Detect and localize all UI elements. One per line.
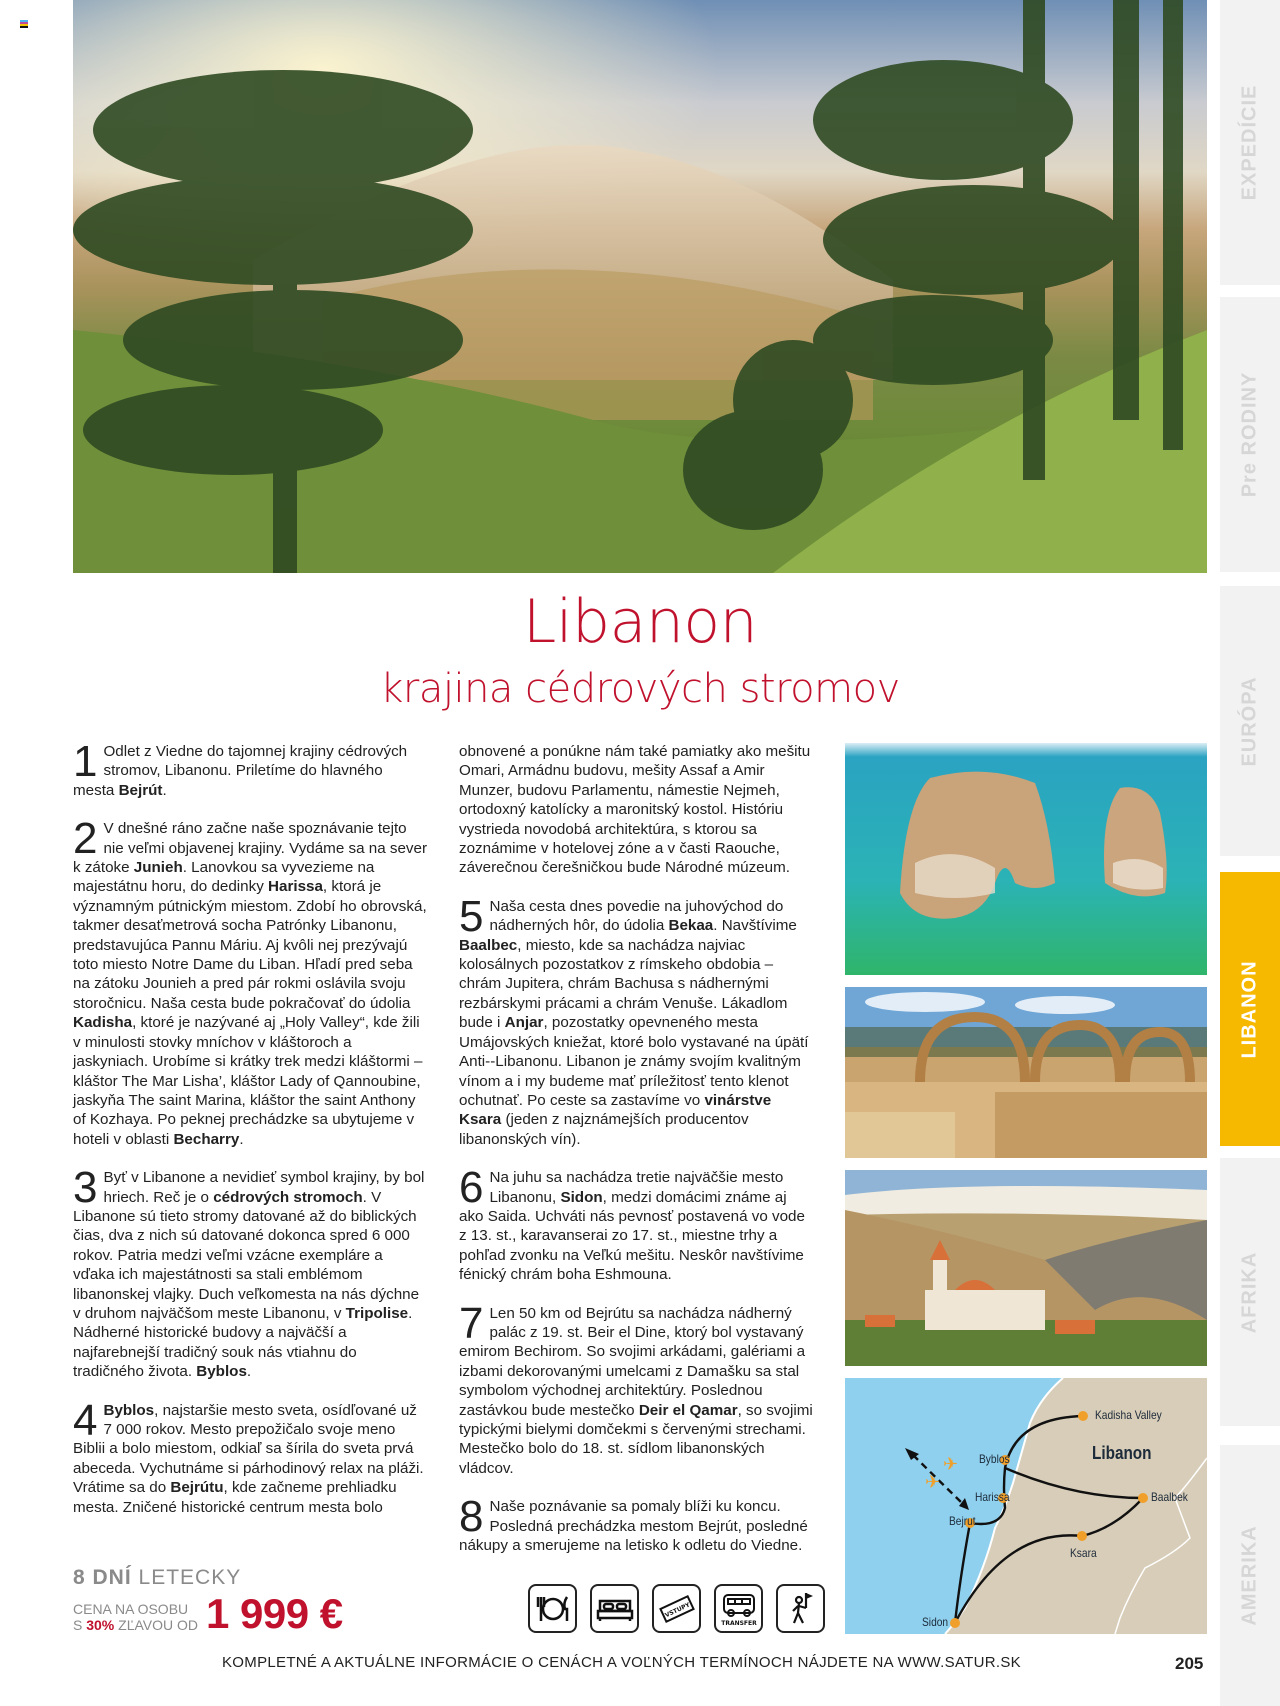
trip-duration: 8 DNÍ LETECKY [73, 1566, 242, 1589]
itinerary-day: 8 Naše poznávanie sa pomaly blíži ku koncu. Posledná prechádzka mestom Bejrút, posledné nákupy a smerujeme na letisko k odletu do Viedne. [459, 1492, 808, 1555]
highlighted-place: Bejrút [118, 781, 163, 799]
map-label-sidon: Sidon [922, 1615, 949, 1629]
map-country-label: Libanon [1092, 1443, 1152, 1463]
day-number: 8 [459, 1492, 484, 1542]
side-tab-label: EXPEDÍCIE [1238, 84, 1261, 201]
side-tab-label: AMERIKA [1238, 1525, 1261, 1626]
map-label-byblos: Byblos [979, 1452, 1010, 1466]
side-tab-label: Pre RODINY [1238, 371, 1261, 498]
footer-info-note: KOMPLETNÉ A AKTUÁLNE INFORMÁCIE O CENÁCH A VOĽNÝCH TERMÍNOCH NÁJDETE NA WWW.SATUR.SK [222, 1654, 1021, 1671]
svg-text:TRANSFER: TRANSFER [720, 1619, 757, 1627]
side-tab-europa[interactable] [1220, 586, 1280, 856]
pigeon-rocks-photo [845, 743, 1207, 975]
print-color-mark [20, 20, 28, 28]
day-number: 7 [459, 1298, 484, 1348]
bus-transfer-icon [714, 1584, 763, 1633]
map-label-ksara: Ksara [1070, 1546, 1097, 1560]
anjar-ruins-photo [845, 987, 1207, 1158]
highlighted-place: cédrových stromoch [213, 1188, 363, 1206]
itinerary-day: 5 Naša cesta dnes povedie na juhovýchod do nádherných hôr, do údolia Bekaa. Navštívime Baalbec, miesto, kde sa nachádza najviac kolosálnych pozostatkov z rímskeho obdobia – chrám Jupitera, chrám Bachusa s nádhernými rezbárskymi prácami a chrám Venuše. Lákadlom bude i Anjar, pozostatky opevneného mesta Umájovských kniežat, ktoré bolo vystavané na úpätí Anti--Libanonu. Libanon je známy svojím kvalitným vínom a i my budeme mať príležitosť tento klenot ochutnať. Po ceste sa zastavíme vo vinárstve Ksara (jeden z najznámejších producentov libanonských vín). [459, 891, 809, 1148]
highlighted-place: Bejrútu [170, 1479, 224, 1497]
map-label-kadisha-valley: Kadisha Valley [1095, 1408, 1162, 1422]
highlighted-place: Becharry [173, 1130, 240, 1148]
svg-text:VSTUPY: VSTUPY [663, 1601, 691, 1619]
included-services [528, 1584, 825, 1633]
highlighted-place: Deir el Qamar [638, 1401, 738, 1419]
side-tab-pre-rodiny[interactable] [1220, 297, 1280, 572]
highlighted-place: Baalbec [459, 936, 518, 954]
itinerary-day: 6 Na juhu sa nachádza tretie najväčšie mesto Libanonu, Sidon, medzi domácimi známe aj ako Saida. Uchváti nás pevnosť postavená vo vode z 13. st., karavanserai zo 17. st., miestne trhy a pohľad zvonku na Veľkú mešitu. Neskôr navštívime fénický chrám boha Eshmouna. [459, 1163, 805, 1284]
deir-el-qamar-village-photo [845, 1170, 1207, 1366]
side-tab-amerika[interactable] [1220, 1445, 1280, 1706]
itinerary-column-left [73, 737, 428, 1536]
day-number: 4 [73, 1395, 98, 1445]
itinerary-day: 2 V dnešné ráno začne naše spoznávanie tejto nie veľmi objavenej krajiny. Vydáme sa na sever k zátoke Junieh. Lanovkou sa vyvezieme na majestátnu horu, do dedinky Harissa, ktorá je významným pútnickým miestom. Zdobí ho obrovská, takmer desaťmetrová socha Patrónky Libanonu, predstavujúca Pannu Máriu. Aj kvôli nej prezývajú toto miesto Notre Dame du Liban. Hľadí pred seba na zátoku Jounieh a pred pár rokmi oslávila svoju storočnicu. Naša cesta bude pokračovať do údolia Kadisha, ktoré je nazývané aj „Holy Valley“, kde žili v minulosti stovky mníchov v kláštoroch a jaskyniach. Urobíme si krátky trek medzi kláštormi – kláštor The Mar Lisha’, kláštor Lady of Qannoubine, jaskyňa The saint Marina, kláštor the saint Anthony of Kozhaya. Po peknej prechádzke sa ubytujeme v hoteli v oblasti Becharry. [73, 814, 428, 1148]
tickets-icon [652, 1584, 701, 1633]
day-number: 5 [459, 891, 484, 941]
side-tab-expedicie[interactable] [1220, 0, 1280, 285]
page-subtitle: krajina cédrových stromov [380, 666, 900, 712]
price-label: CENA NA OSOBU S 30% ZĽAVOU OD [73, 1601, 199, 1633]
itinerary-column-right [459, 742, 814, 1574]
hero-photo-cedar-forest [73, 0, 1207, 573]
meals-icon [528, 1584, 577, 1633]
day-number: 2 [73, 814, 98, 864]
map-label-bejrut: Bejrut [949, 1514, 976, 1528]
price-value: 1 999 € [206, 1590, 343, 1637]
itinerary-day-continued: obnovené a ponúkne nám také pamiatky ako mešitu Omari, Armádnu budovu, mešity Assaf a Amir Munzer, budovu Parlamentu, námestie Nejmeh, ortodoxný katolícky a maronitský kostol. Históriu vystrieda novodobá architektúra, s ktorou sa zoznámime v hotelovej zóne a v časti Raouche, záverečnou čerešničkou bude Národné múzeum. [459, 743, 811, 877]
side-tab-libanon[interactable] [1220, 872, 1280, 1146]
day-number: 6 [459, 1163, 484, 1213]
map-label-baalbek: Baalbek [1151, 1490, 1188, 1504]
itinerary-day: 4 Byblos, najstaršie mesto sveta, osídľované už 7 000 rokov. Mesto prepožičalo svoje meno Biblii a bolo miestom, odkiaľ sa šírila do sveta prvá abeceda. Vychutnáme si párhodinový relax na pláži. Vrátime sa do Bejrútu, kde začneme prehliadku mesta. Zničené historické centrum mesta bolo [73, 1395, 424, 1516]
map-label-harissa: Harissa [975, 1490, 1010, 1504]
side-tab-label: LIBANON [1238, 959, 1261, 1059]
side-tab-label: EURÓPA [1238, 675, 1261, 767]
highlighted-place: Harissa [268, 878, 323, 896]
itinerary-day: 3 Byť v Libanone a nevidieť symbol krajiny, by bol hriech. Reč je o cédrových stromoch. V Libanone sú tieto stromy datované až do biblických čias, dva z nich sú datované dokonca spred 6 000 rokov. Patria medzi veľmi vzácne exempláre a vďaka ich majestátnosti sa stali emblémom libanonskej vlajky. Duch veľkomesta na nás dýchne v druhom najväčšom meste Libanonu, v Tripolise. Nádherné historické budovy a najväčší a najfarebnejší tradičný souk nás vtiahnu do tradičného života. Byblos. [73, 1163, 425, 1381]
day-number: 1 [73, 737, 98, 786]
highlighted-place: Kadisha [73, 1014, 133, 1032]
highlighted-place: Tripolise [345, 1304, 409, 1322]
svg-text:✈: ✈ [943, 1454, 959, 1475]
side-tab-label: AFRIKA [1238, 1251, 1261, 1333]
bed-icon [590, 1584, 639, 1633]
day-number: 3 [73, 1163, 98, 1213]
svg-text:✈: ✈ [925, 1472, 941, 1493]
highlighted-place: vinárstve Ksara [459, 1091, 772, 1129]
guide-icon [776, 1584, 825, 1633]
route-map [845, 1378, 1207, 1634]
highlighted-place: Sidon [560, 1188, 603, 1206]
page-title: Libanon [522, 587, 758, 657]
itinerary-day: 7 Len 50 km od Bejrútu sa nachádza nádherný palác z 19. st. Beir el Dine, ktorý bol vystavaný emirom Bechirom. So svojimi arkádami, galériami a izbami dekorovanými umelcami z Damašku sa stal symbolom východnej architektúry. Poslednou zastávkou bude mestečko Deir el Qamar, so svojimi typickými bielymi domčekmi s červenými strechami. Mestečko bolo do 18. st. sídlom libanonských vládcov. [459, 1298, 813, 1477]
page-number: 205 [1175, 1654, 1204, 1673]
highlighted-place: Bekaa [668, 917, 714, 935]
highlighted-place: Junieh [133, 859, 183, 877]
discount-percent: 30% [86, 1617, 115, 1633]
highlighted-place: Byblos [196, 1363, 247, 1381]
highlighted-place: Anjar [504, 1014, 544, 1032]
itinerary-day: 1 Odlet z Viedne do tajomnej krajiny cédrových stromov, Libanonu. Priletíme do hlavného mesta Bejrút. [73, 737, 408, 799]
highlighted-place: Byblos [103, 1401, 155, 1419]
side-tab-afrika[interactable] [1220, 1158, 1280, 1426]
